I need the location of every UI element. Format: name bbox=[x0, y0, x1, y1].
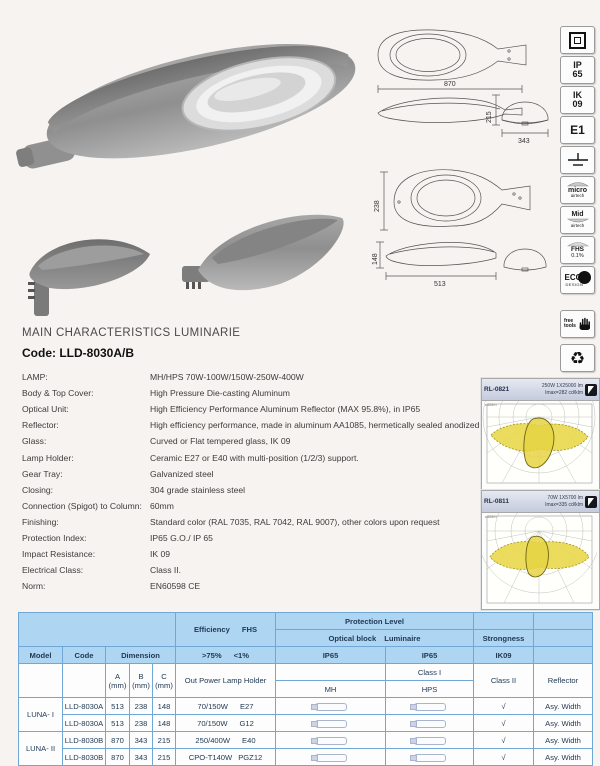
ip65-badge: IP 65 bbox=[560, 56, 595, 84]
efficiency-values: >75% <1% bbox=[176, 647, 276, 664]
table-row: LLD-8030B 870 343 215 CPO-T140W PGZ12 √ Asy. Width bbox=[19, 749, 593, 766]
class2-check: √ bbox=[474, 749, 534, 766]
reflector-header: Reflector bbox=[534, 664, 593, 698]
product-photo-side bbox=[18, 210, 160, 322]
spec-row: Protection Index: IP65 G.O./ IP 65 bbox=[22, 532, 213, 543]
spec-list bbox=[22, 369, 480, 594]
spec-row: Impact Resistance: IK 09 bbox=[22, 549, 171, 560]
ip65-luminaire: IP65 bbox=[386, 647, 474, 664]
mh-header: MH bbox=[276, 681, 386, 698]
header-row-1 bbox=[19, 613, 593, 630]
photometric-card-rl0811 bbox=[481, 490, 600, 610]
dim-c-header: C (mm) bbox=[153, 664, 176, 698]
photometric-card-rl0821 bbox=[481, 378, 600, 490]
model-spec-table bbox=[18, 612, 593, 766]
mounting-symbol-icon bbox=[560, 146, 595, 174]
ip65-optical: IP65 bbox=[276, 647, 386, 664]
dim-513: 513 bbox=[434, 281, 446, 288]
product-code: Code: LLD-8030A/B bbox=[22, 346, 135, 360]
dimension-drawing-set1 bbox=[372, 25, 557, 160]
protection-level-header: Protection Level bbox=[276, 613, 474, 630]
dim-b-header: B (mm) bbox=[130, 664, 153, 698]
model-cell: LUNA- II bbox=[19, 732, 63, 766]
brand-logo-icon bbox=[585, 384, 597, 396]
polar-diagram bbox=[482, 401, 597, 487]
axis-label: cd/klm bbox=[485, 402, 497, 407]
efficiency-header: Efficiency FHS bbox=[176, 613, 276, 647]
table-row: LUNA- I LLD-8030A 513 238 148 70/150W E27 √ Asy. Width bbox=[19, 698, 593, 715]
dimension-drawing-set2 bbox=[372, 160, 557, 290]
spec-row: Closing: 304 grade stainless steel bbox=[22, 484, 246, 495]
micro-airtech-badge: micro airtech bbox=[560, 176, 595, 204]
spec-row: Optical Unit: High Efficiency Performance Aluminum Reflector (MAX 95.8%), in IP65 bbox=[22, 404, 421, 415]
ik09-header: IK09 bbox=[474, 647, 534, 664]
fhs-badge: FHS 0.1% bbox=[560, 236, 595, 264]
page-title: MAIN CHARACTERISTICS LUMINARIE bbox=[22, 327, 241, 339]
spec-row: Reflector: High efficiency performance, made in aluminum AA1085, hermetically sealed anodized bbox=[22, 420, 480, 431]
class2-check: √ bbox=[474, 715, 534, 732]
dim-238: 238 bbox=[374, 200, 381, 212]
class2-header: Class II bbox=[474, 664, 534, 698]
brand-logo-icon bbox=[585, 496, 597, 508]
out-power-header: Out Power Lamp Holder bbox=[176, 664, 276, 698]
lamp-icon bbox=[315, 737, 347, 745]
hand-icon bbox=[578, 317, 591, 331]
product-photo-rear bbox=[178, 192, 354, 314]
recycle-icon: ♻ bbox=[560, 344, 595, 372]
lamp-icon bbox=[414, 720, 446, 728]
spec-row: Lamp Holder: Ceramic E27 or E40 with multi-position (1/2/3) support. bbox=[22, 452, 359, 463]
spec-row: Norm: EN60598 CE bbox=[22, 581, 201, 592]
spec-row: Gear Tray: Galvanized steel bbox=[22, 468, 214, 479]
hps-header: HPS bbox=[386, 681, 474, 698]
lamp-icon bbox=[414, 754, 446, 762]
lamp-icon bbox=[414, 703, 446, 711]
code-header: Code bbox=[63, 647, 106, 664]
class2-check: √ bbox=[474, 698, 534, 715]
optical-luminaire-header: Optical block Luminaire bbox=[276, 630, 474, 647]
spec-row: Electrical Class: Class II. bbox=[22, 565, 182, 576]
photometric-code: RL-0821 bbox=[484, 386, 510, 393]
spec-row: Finishing: Standard color (RAL 7035, RAL 7042, RAL 9007), other colors upon request bbox=[22, 516, 440, 527]
dimension-header: Dimension bbox=[106, 647, 176, 664]
photometric-header bbox=[482, 491, 599, 513]
table-row: LUNA- II LLD-8030B 870 343 215 250/400W E40 √ Asy. Width bbox=[19, 732, 593, 749]
dim-215: 215 bbox=[486, 111, 493, 123]
lamp-icon bbox=[315, 720, 347, 728]
spec-row: Body & Top Cover: High Pressure Die-casting Aluminum bbox=[22, 388, 290, 399]
mid-airtech-badge: Mid airtech bbox=[560, 206, 595, 234]
header-row-4a bbox=[19, 664, 593, 681]
axis-label: cd/klm bbox=[485, 514, 497, 519]
class1-header: Class I bbox=[386, 664, 474, 681]
photometric-lamp-info: 70W 1X5700 lm Imax=335 cd/klm bbox=[545, 495, 583, 508]
photometric-lamp-info: 250W 1X25000 lm Imax=282 cd/klm bbox=[541, 383, 583, 396]
photometric-header bbox=[482, 379, 599, 401]
lamp-icon bbox=[315, 754, 347, 762]
eco-design-badge: ECO DESIGN bbox=[560, 266, 595, 294]
polar-diagram bbox=[482, 513, 597, 607]
model-header: Model bbox=[19, 647, 63, 664]
lamp-icon bbox=[414, 737, 446, 745]
table-row: LLD-8030A 513 238 148 70/150W G12 √ Asy. Width bbox=[19, 715, 593, 732]
spec-row: LAMP: MH/HPS 70W-100W/150W-250W-400W bbox=[22, 372, 304, 383]
e1-badge: E1 bbox=[560, 116, 595, 144]
class2-check: √ bbox=[474, 732, 534, 749]
strongness-header: Strongness bbox=[474, 630, 534, 647]
free-tools-badge: free tools bbox=[560, 310, 595, 338]
product-photo-main bbox=[8, 8, 370, 180]
spec-row: Glass: Curved or Flat tempered glass, IK 09 bbox=[22, 436, 291, 447]
header-row-3 bbox=[19, 647, 593, 664]
photometric-code: RL-0811 bbox=[484, 498, 509, 505]
spec-row: Connection (Spigot) to Column: 60mm bbox=[22, 500, 174, 511]
dim-148: 148 bbox=[372, 253, 379, 265]
model-cell: LUNA- I bbox=[19, 698, 63, 732]
lamp-icon bbox=[315, 703, 347, 711]
class-ii-insulation-icon bbox=[560, 26, 595, 54]
dim-343: 343 bbox=[518, 138, 530, 145]
dim-a-header: A (mm) bbox=[106, 664, 130, 698]
ik09-badge: IK 09 bbox=[560, 86, 595, 114]
dim-870: 870 bbox=[444, 81, 456, 88]
